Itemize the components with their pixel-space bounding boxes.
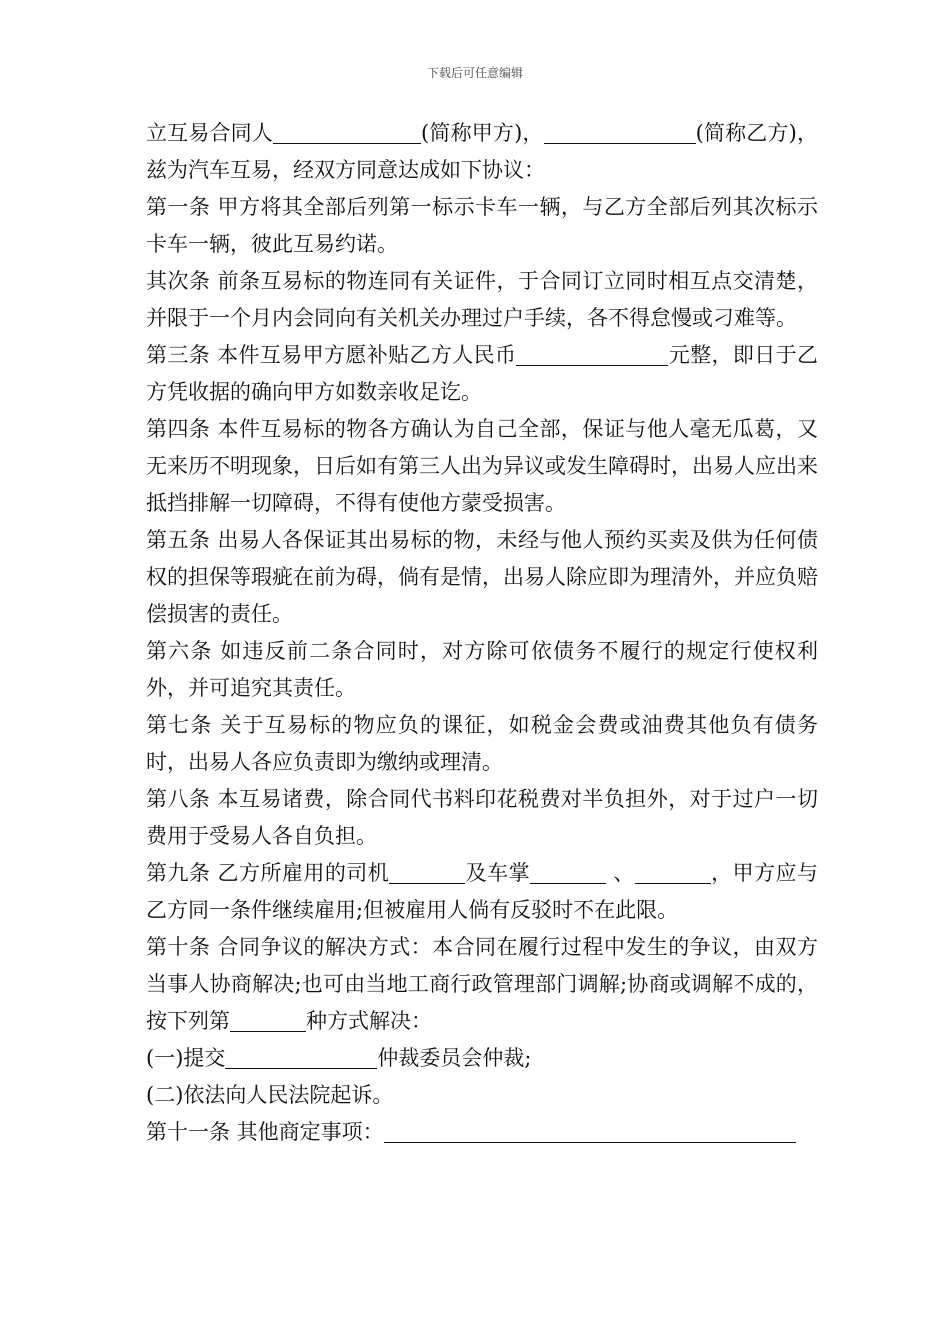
option-1-text-a: (一)提交	[146, 1046, 226, 1070]
arbitration-commission-blank[interactable]	[225, 1046, 377, 1069]
clause-4: 第四条 本件互易标的物各方确认为自己全部，保证与他人毫无瓜葛，又无来历不明现象，日后如有第三人出为异议或发生障碍时，出易人应出来抵挡排解一切障碍，不得有使他方蒙受损害。	[146, 417, 818, 515]
clause-3	[146, 337, 818, 411]
intro-text-c: (简称乙方)，兹为汽车互易，经双方同意达成如下协议：	[146, 121, 819, 182]
intro-paragraph	[146, 115, 818, 189]
clause-10-text-a: 第十条 合同争议的解决方式：本合同在履行过程中发生的争议，由双方当事人协商解决;也可由当地工商行政管理部门调解;协商或调解不成的，按下列第	[146, 935, 818, 1033]
clause-1: 第一条 甲方将其全部后列第一标示卡车一辆，与乙方全部后列其次标示卡车一辆，彼此互易约诺。	[146, 195, 818, 256]
party-a-blank[interactable]	[273, 121, 421, 144]
clause-8: 第八条 本互易诸费，除合同代书料印花税费对半负担外，对于过户一切费用于受易人各自负担。	[146, 787, 818, 848]
clause-9-text-c: 、	[606, 861, 635, 885]
clause-11	[146, 1114, 818, 1151]
option-1-text-b: 仲裁委员会仲裁;	[377, 1046, 532, 1070]
clause-2: 其次条 前条互易标的物连同有关证件，于合同订立同时相互点交清楚，并限于一个月内会同向有关机关办理过户手续，各不得怠慢或刁难等。	[146, 269, 818, 330]
header-note: 下载后可任意编辑	[426, 66, 523, 80]
option-arbitration	[146, 1040, 818, 1077]
clause-9-text-d: ，甲方应与乙方同一条件继续雇用;但被雇用人倘有反驳时不在此限。	[146, 861, 818, 922]
party-b-blank[interactable]	[544, 121, 696, 144]
driver-name-blank[interactable]	[389, 861, 465, 884]
option-court: (二)依法向人民法院起诉。	[146, 1083, 394, 1107]
other-matters-blank[interactable]	[384, 1120, 796, 1143]
clause-3-text-b: 元整，即日于乙方凭收据的确向甲方如数亲收足讫。	[146, 343, 818, 404]
intro-text-a: 立互易合同人	[146, 121, 274, 145]
clause-9	[146, 855, 818, 929]
contract-body	[146, 115, 818, 1151]
conductor-name-blank-1[interactable]	[530, 861, 606, 884]
clause-9-text-b: 及车掌	[465, 861, 531, 885]
clause-5: 第五条 出易人各保证其出易标的物，未经与他人预约买卖及供为任何债权的担保等瑕疵在前为碍，倘有是情，出易人除应即为理清外，并应负赔偿损害的责任。	[146, 528, 818, 626]
clause-10	[146, 929, 818, 1040]
clause-10-text-b: 种方式解决：	[306, 1009, 432, 1033]
resolution-choice-blank[interactable]	[230, 1009, 306, 1032]
clause-7: 第七条 关于互易标的物应负的课征，如税金会费或油费其他负有债务时，出易人各应负责即为缴纳或理清。	[146, 713, 818, 774]
subsidy-amount-blank[interactable]	[516, 343, 668, 366]
clause-6: 第六条 如违反前二条合同时，对方除可依债务不履行的规定行使权利外，并可追究其责任。	[146, 639, 818, 700]
clause-9-text-a: 第九条 乙方所雇用的司机	[146, 861, 390, 885]
clause-11-text: 第十一条 其他商定事项：	[146, 1120, 384, 1144]
intro-text-b: (简称甲方)，	[421, 121, 544, 145]
clause-3-text-a: 第三条 本件互易甲方愿补贴乙方人民币	[146, 343, 517, 367]
conductor-name-blank-2[interactable]	[635, 861, 711, 884]
